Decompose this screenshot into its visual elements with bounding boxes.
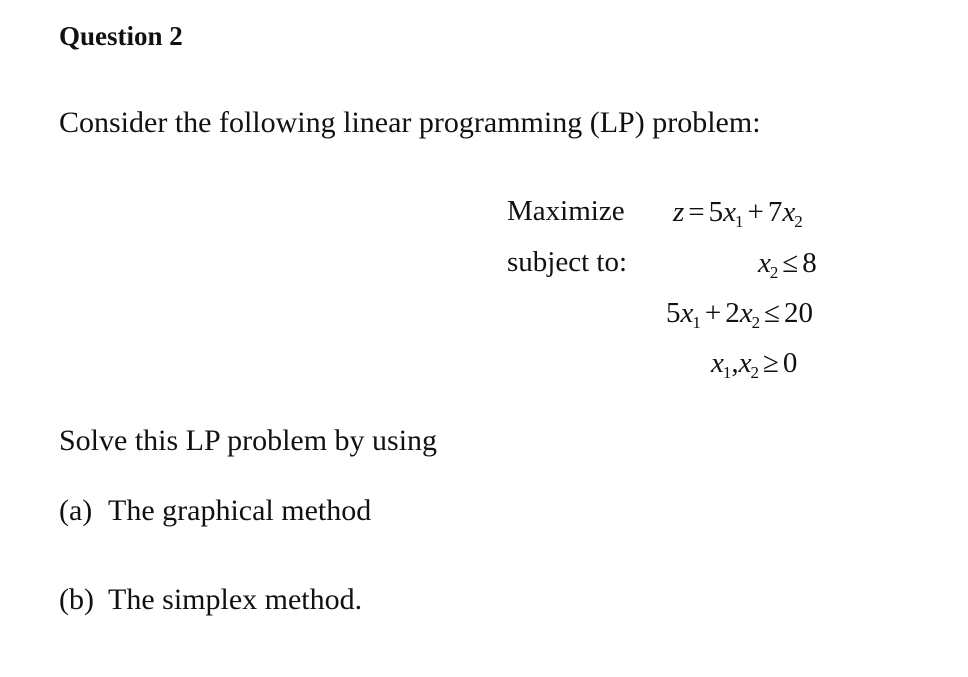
variable-x2: x xyxy=(739,297,753,329)
solve-instruction: Solve this LP problem by using xyxy=(59,424,438,457)
part-b-label: (b) xyxy=(59,583,94,616)
subscript-2: 2 xyxy=(750,363,759,382)
subscript-2: 2 xyxy=(751,313,761,332)
subscript-2: 2 xyxy=(769,263,779,282)
less-equal-sign: ≤ xyxy=(764,297,781,329)
nonnegativity-constraint xyxy=(711,343,797,383)
maximize-label: Maximize xyxy=(507,195,625,227)
objective-function xyxy=(673,192,803,232)
part-a-text: The graphical method xyxy=(108,494,372,527)
part-b xyxy=(59,580,362,620)
question-heading: Question 2 xyxy=(59,21,183,51)
variable-x1: x xyxy=(711,347,724,379)
part-a xyxy=(59,491,371,531)
coefficient-2: 7 xyxy=(767,196,783,228)
objective-variable: z xyxy=(673,196,685,228)
constraint-1 xyxy=(758,243,817,283)
part-a-label: (a) xyxy=(59,494,93,527)
equals-sign: = xyxy=(688,196,705,228)
part-b-text: The simplex method. xyxy=(108,583,363,616)
subscript-2: 2 xyxy=(794,212,803,231)
variable-x2: x xyxy=(782,196,796,228)
variable-x2: x xyxy=(738,347,752,379)
rhs-value: 20 xyxy=(784,297,814,329)
plus-sign: + xyxy=(704,297,722,329)
subscript-1: 1 xyxy=(692,313,701,332)
coefficient-1: 5 xyxy=(708,196,724,228)
rhs-value: 0 xyxy=(782,347,798,379)
constraint-2 xyxy=(666,293,813,333)
rhs-value: 8 xyxy=(802,247,817,279)
variable-x1: x xyxy=(723,196,737,228)
less-equal-sign: ≤ xyxy=(782,247,799,279)
subject-to-label: subject to: xyxy=(507,246,628,278)
variable-x1: x xyxy=(680,297,694,329)
comma: , xyxy=(731,347,739,379)
subscript-1: 1 xyxy=(722,363,732,382)
subscript-1: 1 xyxy=(735,212,744,231)
problem-intro: Consider the following linear programming (LP) problem: xyxy=(59,106,761,139)
plus-sign: + xyxy=(747,196,764,228)
coefficient-2: 2 xyxy=(725,297,740,329)
coefficient-1: 5 xyxy=(666,297,681,329)
variable-x2: x xyxy=(758,247,771,279)
greater-equal-sign: ≥ xyxy=(763,347,779,379)
